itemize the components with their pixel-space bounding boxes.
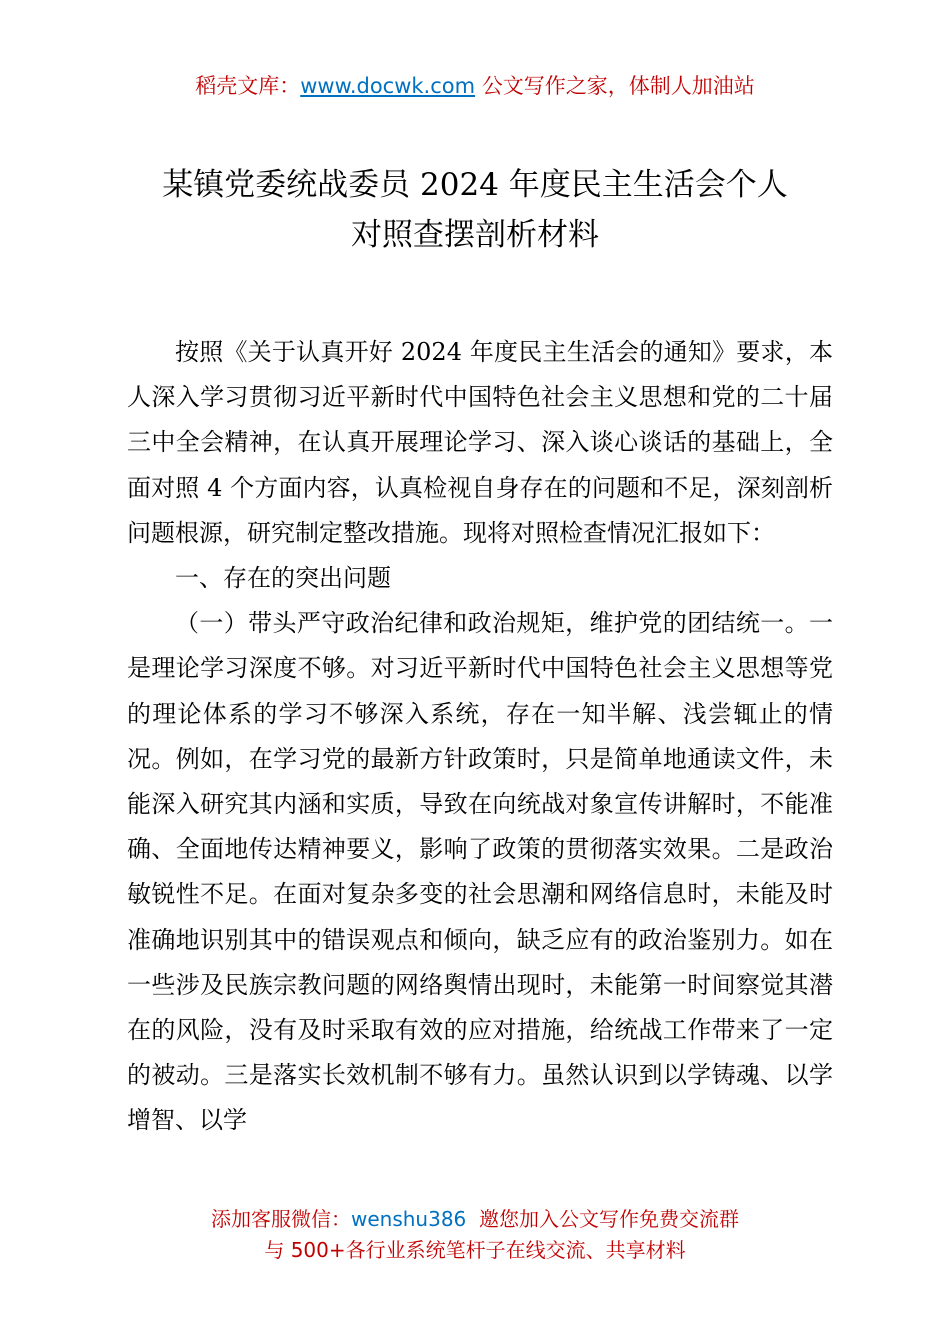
body-paragraph: （一）带头严守政治纪律和政治规矩，维护党的团结统一。一是理论学习深度不够。对习近平新时代中国特色社会主义思想等党的理论体系的学习不够深入系统，存在一知半解、浅尝辄止的情况。例如，在学习党的最新方针政策时，只是简单地通读文件，未能深入研究其内涵和实质，导致在向统战对象宣传讲解时，不能准确、全面地传达精神要义，影响了政策的贯彻落实效果。二是政治敏锐性不足。在面对复杂多变的社会思潮和网络信息时，未能及时准确地识别其中的错误观点和倾向，缺乏应有的政治鉴别力。如在一些涉及民族宗教问题的网络舆情出现时，未能第一时间察觉其潜在的风险，没有及时采取有效的应对措施，给统战工作带来了一定的被动。三是落实长效机制不够有力。虽然认识到以学铸魂、以学增智、以学 [127, 609, 833, 1135]
title-line-2: 对照查摆剖析材料 [351, 217, 599, 253]
site-label: 稻壳文库： [195, 74, 301, 98]
document-title [60, 160, 890, 260]
document-body [127, 330, 833, 1144]
section-heading: 一、存在的突出问题 [175, 564, 391, 593]
wechat-id: wenshu386 [350, 1207, 467, 1231]
site-url-link[interactable]: www.docwk.com [300, 74, 476, 98]
footer-banner [0, 1204, 950, 1266]
intro-paragraph: 按照《关于认真开好 2024 年度民主生活会的通知》要求，本人深入学习贯彻习近平新时代中国特色社会主义思想和党的二十届三中全会精神，在认真开展理论学习、深入谈心谈话的基础上，全面对照 4 个方面内容，认真检视自身存在的问题和不足，深刻剖析问题根源，研究制定整改措施。现将对照检查情况汇报如下： [127, 338, 833, 547]
footer-line-2: 与 500+各行业系统笔杆子在线交流、共享材料 [264, 1238, 686, 1262]
wechat-label: 添加客服微信： [210, 1207, 351, 1231]
footer-line-1 [0, 1204, 950, 1235]
invite-text: 邀您加入公文写作免费交流群 [466, 1207, 739, 1231]
site-tagline: 公文写作之家，体制人加油站 [475, 74, 755, 98]
header-banner [0, 70, 950, 102]
title-line-1: 某镇党委统战委员 2024 年度民主生活会个人 [162, 167, 788, 203]
